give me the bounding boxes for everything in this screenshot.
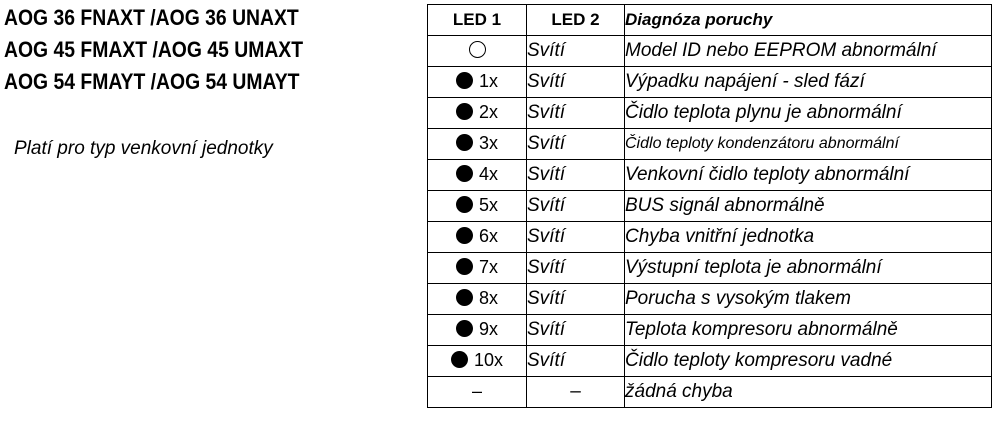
led1-cell <box>428 160 527 191</box>
led1-blink-count: 10x <box>473 350 504 370</box>
led1-blink-count: 8x <box>478 288 498 308</box>
led2-cell: Svítí <box>527 67 625 98</box>
led-blink-dot-icon <box>456 289 473 306</box>
header-led2: LED 2 <box>527 5 625 36</box>
table-row <box>428 36 992 67</box>
led1-blink-count: 7x <box>478 257 498 277</box>
diagnosis-cell: Porucha s vysokým tlakem <box>625 284 992 315</box>
diagnosis-cell: Výpadku napájení - sled fází <box>625 67 992 98</box>
led1-cell <box>428 191 527 222</box>
led1-cell <box>428 377 527 408</box>
diagnosis-cell: Čidlo teplota plynu je abnormální <box>625 98 992 129</box>
led1-blink-count: 6x <box>478 226 498 246</box>
diagnosis-cell: Výstupní teplota je abnormální <box>625 253 992 284</box>
led2-cell: Svítí <box>527 284 625 315</box>
led1-cell <box>428 346 527 377</box>
led1-cell <box>428 222 527 253</box>
diagnosis-cell: Teplota kompresoru abnormálně <box>625 315 992 346</box>
table-row <box>428 253 992 284</box>
table-row <box>428 346 992 377</box>
model-line: AOG 54 FMAYT /AOG 54 UMAYT <box>4 69 300 94</box>
led2-cell: Svítí <box>527 315 625 346</box>
table-row <box>428 129 992 160</box>
led2-cell: – <box>527 377 625 408</box>
led1-blink-count: 4x <box>478 164 498 184</box>
diagnosis-cell: žádná chyba <box>625 377 992 408</box>
led2-cell: Svítí <box>527 222 625 253</box>
led1-blink-count: 9x <box>478 319 498 339</box>
header-diagnosis: Diagnóza poruchy <box>625 5 992 36</box>
led1-blink-count: 1x <box>478 71 498 91</box>
led-blink-dot-icon <box>456 72 473 89</box>
led2-cell: Svítí <box>527 191 625 222</box>
led1-cell <box>428 36 527 67</box>
diagnosis-cell: BUS signál abnormálně <box>625 191 992 222</box>
led2-cell: Svítí <box>527 98 625 129</box>
led1-blink-count: 3x <box>478 133 498 153</box>
table-row <box>428 191 992 222</box>
applicability-note: Platí pro typ venkovní jednotky <box>14 138 273 159</box>
led2-cell: Svítí <box>527 346 625 377</box>
table-row <box>428 284 992 315</box>
diagnosis-cell: Čidlo teploty kondenzátoru abnormální <box>625 129 992 160</box>
led-blink-dot-icon <box>451 351 468 368</box>
led-blink-dot-icon <box>456 227 473 244</box>
table-row <box>428 98 992 129</box>
led-blink-dot-icon <box>456 196 473 213</box>
table-row <box>428 160 992 191</box>
diagnosis-cell: Chyba vnitřní jednotka <box>625 222 992 253</box>
led-off-circle-icon <box>469 41 486 58</box>
header-row <box>428 5 992 36</box>
table-row <box>428 222 992 253</box>
table-row <box>428 377 992 408</box>
led1-cell <box>428 253 527 284</box>
led-blink-dot-icon <box>456 134 473 151</box>
led2-cell: Svítí <box>527 253 625 284</box>
led1-cell <box>428 284 527 315</box>
diagnosis-cell: Čidlo teploty kompresoru vadné <box>625 346 992 377</box>
led-blink-dot-icon <box>456 103 473 120</box>
led-blink-dot-icon <box>456 258 473 275</box>
led1-blink-count: 5x <box>478 195 498 215</box>
model-line: AOG 45 FMAXT /AOG 45 UMAXT <box>4 37 304 62</box>
led1-cell <box>428 98 527 129</box>
model-line: AOG 36 FNAXT /AOG 36 UNAXT <box>4 5 299 30</box>
diagnosis-cell: Model ID nebo EEPROM abnormální <box>625 36 992 67</box>
led-blink-dot-icon <box>456 165 473 182</box>
led2-cell: Svítí <box>527 129 625 160</box>
led1-blink-count: – <box>471 381 482 401</box>
led1-cell <box>428 315 527 346</box>
table-row <box>428 315 992 346</box>
led1-blink-count: 2x <box>478 102 498 122</box>
header-led1: LED 1 <box>428 5 527 36</box>
diagnosis-table <box>427 4 992 408</box>
led1-cell <box>428 129 527 160</box>
led2-cell: Svítí <box>527 160 625 191</box>
diagnosis-cell: Venkovní čidlo teploty abnormální <box>625 160 992 191</box>
led2-cell: Svítí <box>527 36 625 67</box>
led-blink-dot-icon <box>456 320 473 337</box>
table-row <box>428 67 992 98</box>
model-list <box>4 2 303 98</box>
led1-cell <box>428 67 527 98</box>
